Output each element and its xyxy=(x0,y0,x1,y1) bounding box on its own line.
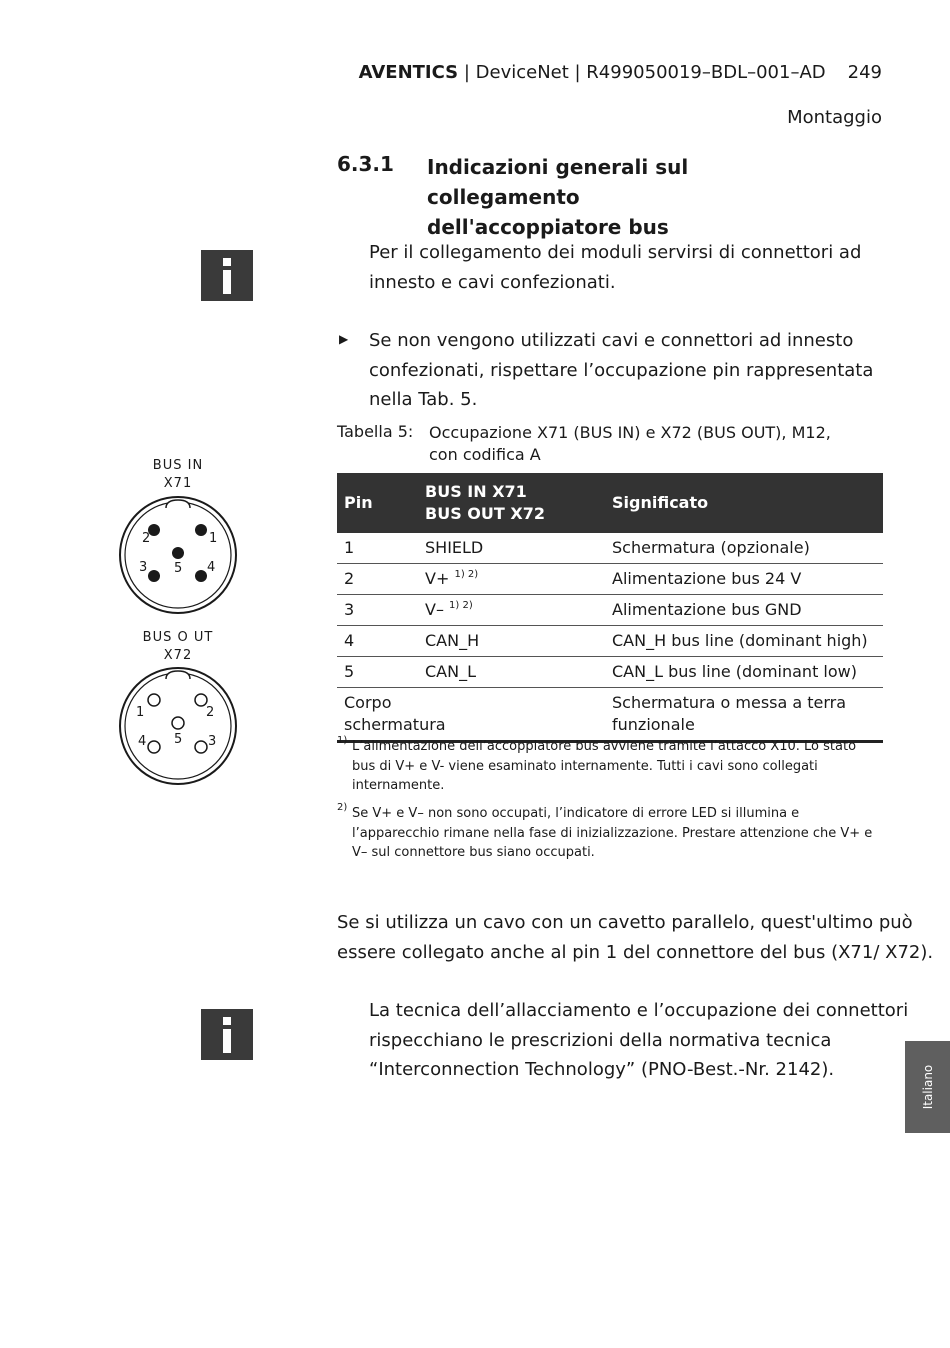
bus-out-label xyxy=(118,629,238,665)
info-text-2-line-2: rispecchiano le prescrizioni della normativa tecnica xyxy=(369,1029,832,1051)
signal-name: CAN_L xyxy=(425,662,476,681)
signal-name: V+ xyxy=(425,569,450,588)
heading-line-1: Indicazioni generali sul collegamento xyxy=(427,155,689,209)
bus-out-connector-diagram xyxy=(117,665,239,787)
footnote-2-line-1: Se V+ e V– non sono occupati, l’indicatore di errore LED si illumina e xyxy=(352,806,800,821)
cable-paragraph-line-2: essere collegato anche al pin 1 del connettore del bus (X71/ X72). xyxy=(337,941,934,963)
footnote-2-line-2: l’apparecchio rimane nella fase di inizializzazione. Prestare attenzione che V+ e xyxy=(352,825,873,841)
cell-signal xyxy=(418,533,605,564)
instruction-line-3: nella Tab. 5. xyxy=(369,389,478,410)
bus-in-pin-5 xyxy=(172,547,184,559)
bus-in-pin-4-label: 4 xyxy=(207,560,216,575)
table-caption-line-2: con codifica A xyxy=(429,445,541,464)
cell-pin: 5 xyxy=(337,657,418,688)
cell-meaning: Schermatura (opzionale) xyxy=(605,533,883,564)
page-header xyxy=(359,62,882,83)
footnote-1-line-3: internamente. xyxy=(352,778,445,793)
cell-meaning: Alimentazione bus 24 V xyxy=(605,564,883,595)
bus-out-pin-4-label: 4 xyxy=(138,734,147,749)
footnote-2-mark: 2) xyxy=(337,802,348,813)
footnote-2 xyxy=(352,804,882,863)
section-label: Montaggio xyxy=(787,107,882,128)
footnote-ref: 1) 2) xyxy=(454,569,479,580)
bus-in-pin-3 xyxy=(148,570,160,582)
table-caption-line-1: Occupazione X71 (BUS IN) e X72 (BUS OUT), M12, xyxy=(429,423,831,442)
bus-out-pin-5-label: 5 xyxy=(174,732,183,747)
bus-out-pin-5 xyxy=(172,717,184,729)
info-text-2-line-1: La tecnica dell’allacciamento e l’occupazione dei connettori xyxy=(369,1000,909,1021)
table-row xyxy=(337,688,883,742)
header-meaning: Significato xyxy=(605,473,883,533)
table-header-row xyxy=(337,473,883,533)
signal-name: CAN_H xyxy=(425,631,480,650)
table-caption xyxy=(429,422,849,466)
bus-out-pin-3-label: 3 xyxy=(208,734,217,749)
table-row xyxy=(337,595,883,626)
language-tab xyxy=(905,1041,950,1133)
heading-title xyxy=(427,152,847,242)
pin-assignment-table xyxy=(337,473,883,743)
info-icon xyxy=(201,250,253,301)
info-text-1-line-1: Per il collegamento dei moduli servirsi di connettori ad xyxy=(369,242,862,263)
table-caption-label: Tabella 5: xyxy=(337,422,414,441)
cable-paragraph xyxy=(337,908,933,967)
bus-in-label-line-1: BUS IN xyxy=(152,458,204,473)
bus-out-pin-4 xyxy=(148,741,160,753)
info-icon xyxy=(201,1009,253,1060)
bus-in-label xyxy=(118,457,238,493)
table-row xyxy=(337,564,883,595)
footnote-1-line-2: bus di V+ e V- viene esaminato internamente. Tutti i cavi sono collegati xyxy=(352,758,818,774)
cell-meaning: Alimentazione bus GND xyxy=(605,595,883,626)
heading-number: 6.3.1 xyxy=(337,152,394,176)
cell-pin: 1 xyxy=(337,533,418,564)
cell-meaning-line-1: Schermatura o messa a terra xyxy=(612,693,847,712)
page-number: 249 xyxy=(847,62,882,83)
brand-name: AVENTICS xyxy=(358,62,459,83)
header-pin: Pin xyxy=(337,473,418,533)
cell-meaning: CAN_L bus line (dominant low) xyxy=(605,657,883,688)
cell-pin-line-2: schermatura xyxy=(344,715,446,734)
table-row xyxy=(337,626,883,657)
table-row xyxy=(337,657,883,688)
cell-pin: 2 xyxy=(337,564,418,595)
instruction-text xyxy=(369,326,873,415)
header-bus-line-1: BUS IN X71 xyxy=(425,482,527,501)
bus-in-pin-5-label: 5 xyxy=(174,561,183,576)
cell-pin-line-1: Corpo xyxy=(344,693,392,712)
cell-meaning: CAN_H bus line (dominant high) xyxy=(605,626,883,657)
cell-signal xyxy=(418,626,605,657)
cell-meaning-line-2: funzionale xyxy=(612,715,695,734)
cell-signal xyxy=(418,657,605,688)
bus-in-pin-2-label: 2 xyxy=(142,531,151,546)
instruction-line-2: confezionati, rispettare l’occupazione pin rappresentata xyxy=(369,359,874,381)
footnote-ref: 1) 2) xyxy=(449,600,473,611)
heading-line-2: dell'accoppiatore bus xyxy=(427,215,669,239)
bus-in-connector-diagram xyxy=(117,494,239,616)
table-row xyxy=(337,533,883,564)
footnote-1-line-1: L’alimentazione dell’accoppiatore bus avviene tramite l’attacco X10. Lo stato xyxy=(352,739,857,754)
info-text-2 xyxy=(369,996,908,1085)
header-bus-line-2: BUS OUT X72 xyxy=(425,504,545,523)
bus-in-pin-1-label: 1 xyxy=(209,531,218,546)
instruction-line-1: Se non vengono utilizzati cavi e connettori ad innesto xyxy=(369,330,854,351)
bus-out-pin-1 xyxy=(148,694,160,706)
document-reference: | DeviceNet | R499050019–BDL–001–AD xyxy=(458,62,826,83)
bus-out-pin-1-label: 1 xyxy=(136,705,145,720)
signal-name: V– xyxy=(425,600,444,619)
language-tab-label: Italiano xyxy=(920,1064,935,1110)
cell-pin: 3 xyxy=(337,595,418,626)
signal-name: SHIELD xyxy=(425,538,484,557)
bus-out-pin-3 xyxy=(195,741,207,753)
info-text-1 xyxy=(369,238,861,297)
footnote-1-mark: 1) xyxy=(337,735,348,746)
cell-signal xyxy=(418,564,605,595)
bus-in-pin-3-label: 3 xyxy=(139,560,148,575)
bus-in-label-line-2: X71 xyxy=(163,476,193,491)
cell-meaning xyxy=(605,688,883,742)
header-bus xyxy=(418,473,605,533)
cable-paragraph-line-1: Se si utilizza un cavo con un cavetto parallelo, quest'ultimo può xyxy=(337,912,913,933)
bullet-arrow-icon: ▶ xyxy=(339,332,349,346)
cell-pin: 4 xyxy=(337,626,418,657)
bus-out-label-line-2: X72 xyxy=(163,648,193,663)
bus-out-label-line-1: BUS O UT xyxy=(142,630,214,645)
footnote-2-line-3: V– sul connettore bus siano occupati. xyxy=(352,845,595,860)
cell-pin xyxy=(337,688,605,742)
info-text-1-line-2: innesto e cavi confezionati. xyxy=(369,271,616,293)
info-text-2-line-3: “Interconnection Technology” (PNO-Best.-Nr. 2142). xyxy=(369,1059,835,1080)
cell-signal xyxy=(418,595,605,626)
footnote-1 xyxy=(352,737,882,796)
bus-in-pin-1 xyxy=(195,524,207,536)
bus-in-pin-4 xyxy=(195,570,207,582)
bus-out-pin-2-label: 2 xyxy=(206,705,215,720)
